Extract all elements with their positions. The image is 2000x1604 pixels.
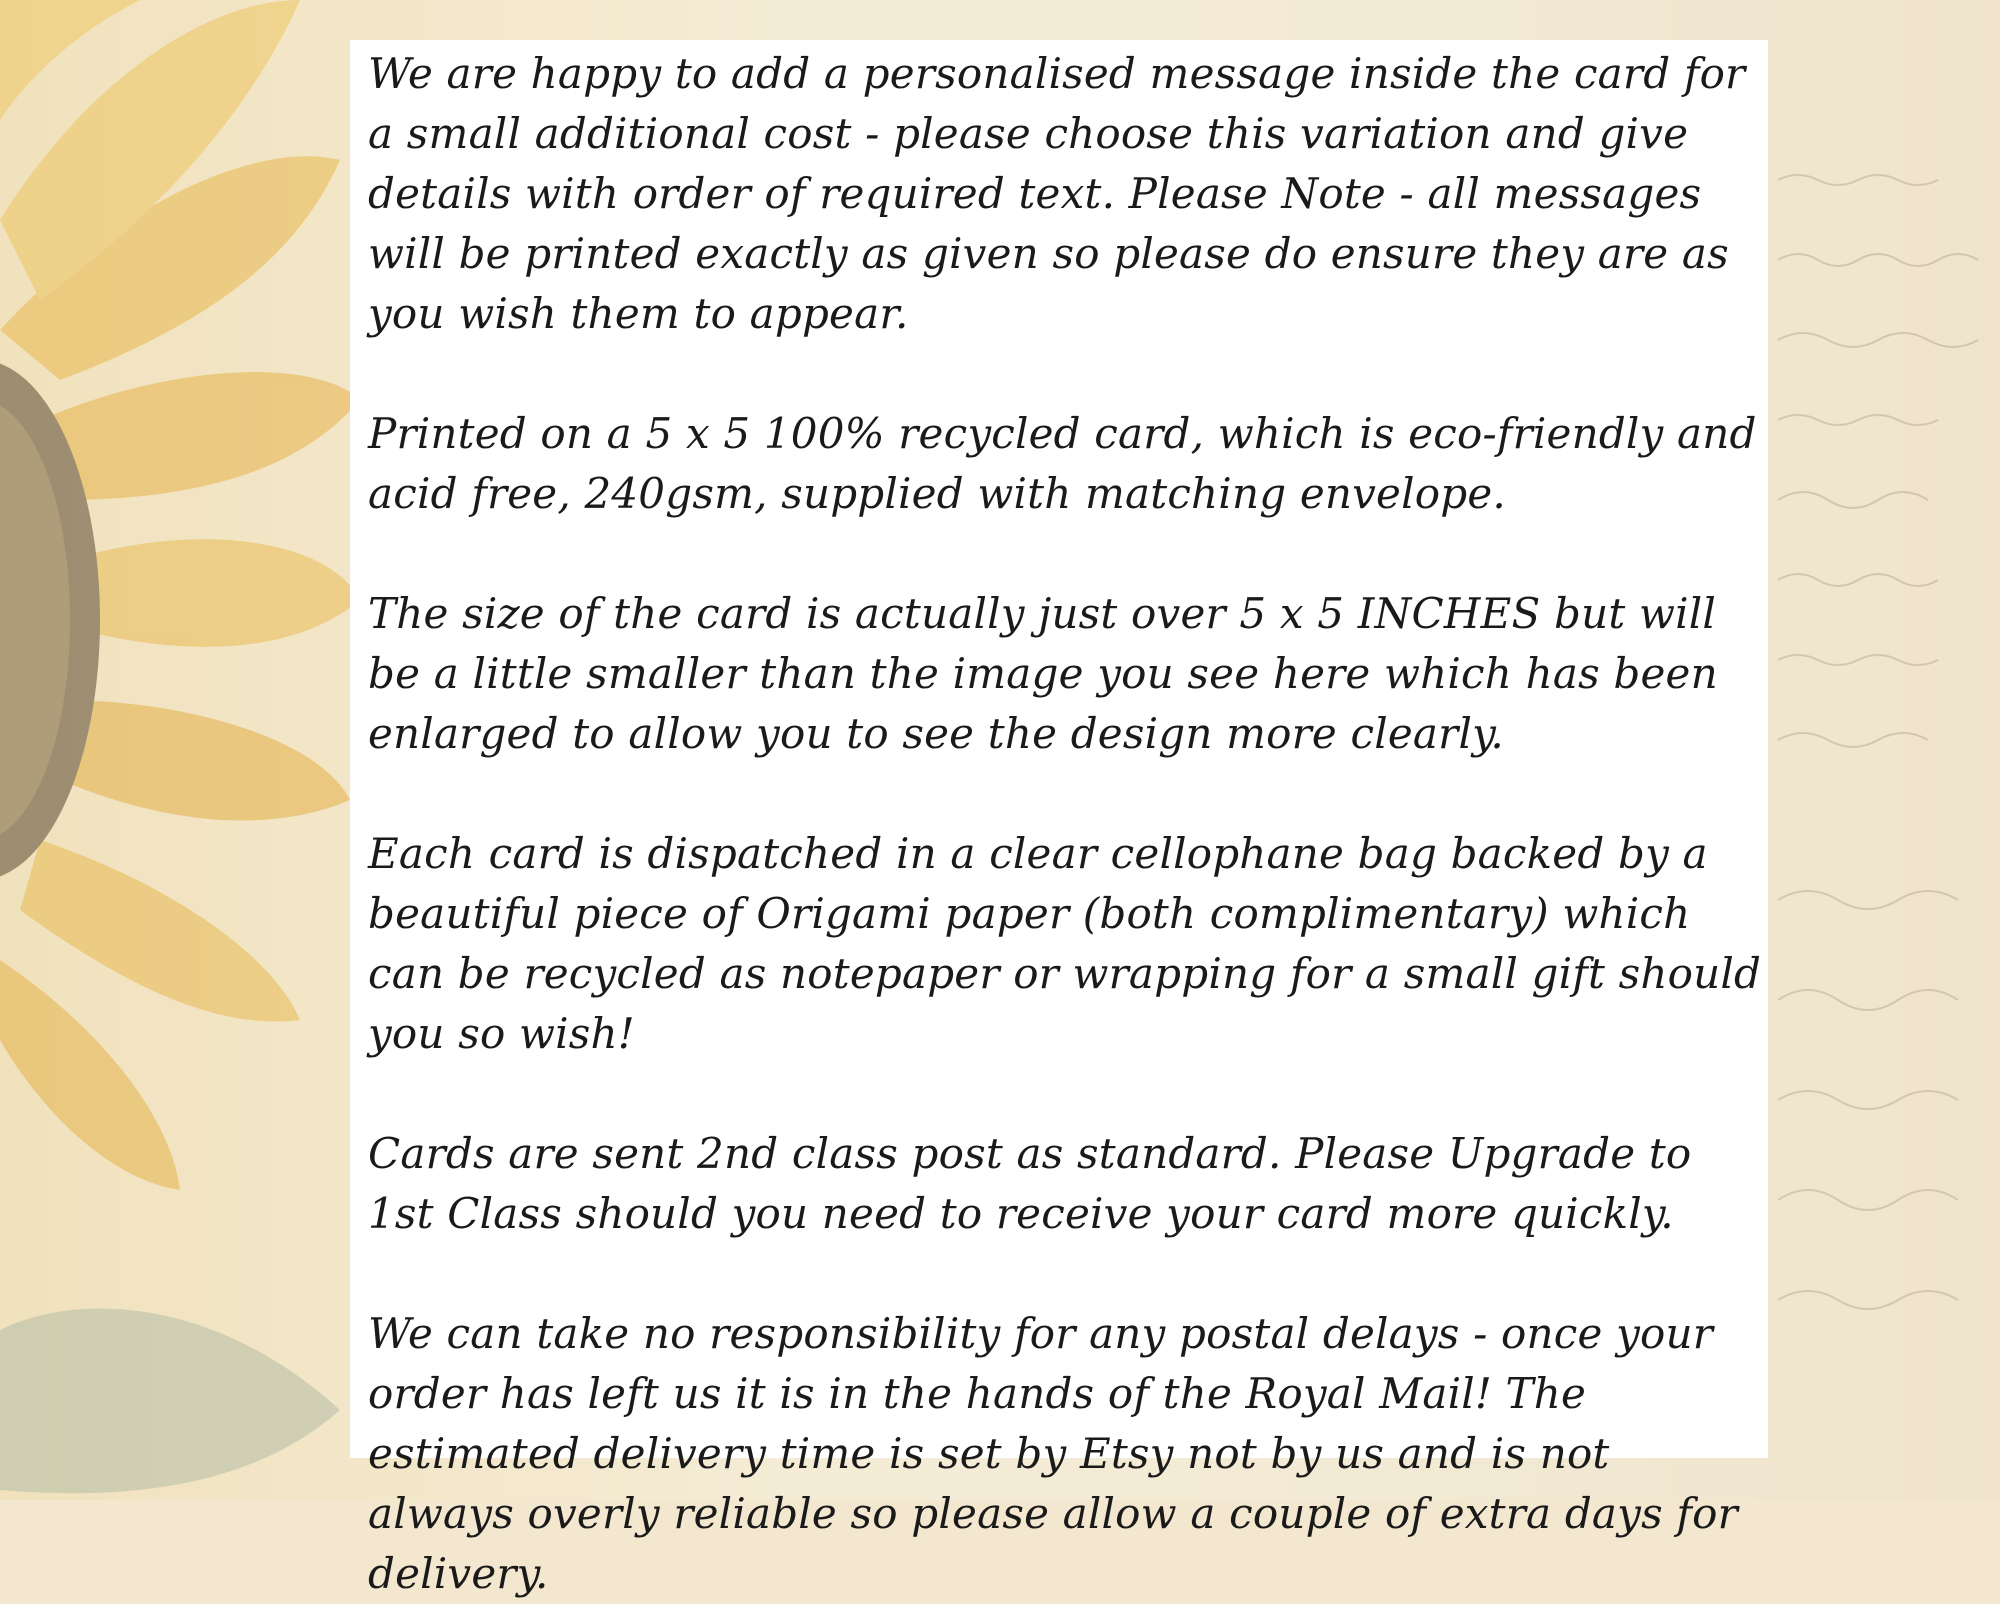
paragraph-personalised-message: We are happy to add a personalised message inside the card for a small additional cost - please choose this variation and give details with order of required text. Please Note - all messages will be printed exactly as given so please do ensure they are as you wish them to appear.	[368, 49, 1746, 338]
paragraph-card-size: The size of the card is actually just over 5 x 5 INCHES but will be a little smaller than the image you see here which has been enlarged to allow you to see the design more clearly.	[368, 589, 1718, 758]
paragraph-packaging: Each card is dispatched in a clear cellophane bag backed by a beautiful piece of Origami paper (both complimentary) which can be recycled as notepaper or wrapping for a small gift should you so wish!	[368, 829, 1762, 1058]
sunflower-illustration	[0, 0, 360, 1500]
paragraph-postage-class: Cards are sent 2nd class post as standard. Please Upgrade to 1st Class should you need to receive your card more quickly.	[368, 1129, 1692, 1238]
handwriting-background	[1768, 0, 2000, 1500]
info-panel	[350, 40, 1768, 1598]
leaf-illustration	[0, 1290, 360, 1500]
paragraph-postal-delays: We can take no responsibility for any postal delays - once your order has left us it is in the hands of the Royal Mail! The estimated delivery time is set by Etsy not by us and is not always overly reliable so please allow a couple of extra days for delivery.	[368, 1309, 1738, 1598]
paragraph-card-material: Printed on a 5 x 5 100% recycled card, which is eco-friendly and acid free, 240gsm, supplied with matching envelope.	[368, 409, 1757, 518]
